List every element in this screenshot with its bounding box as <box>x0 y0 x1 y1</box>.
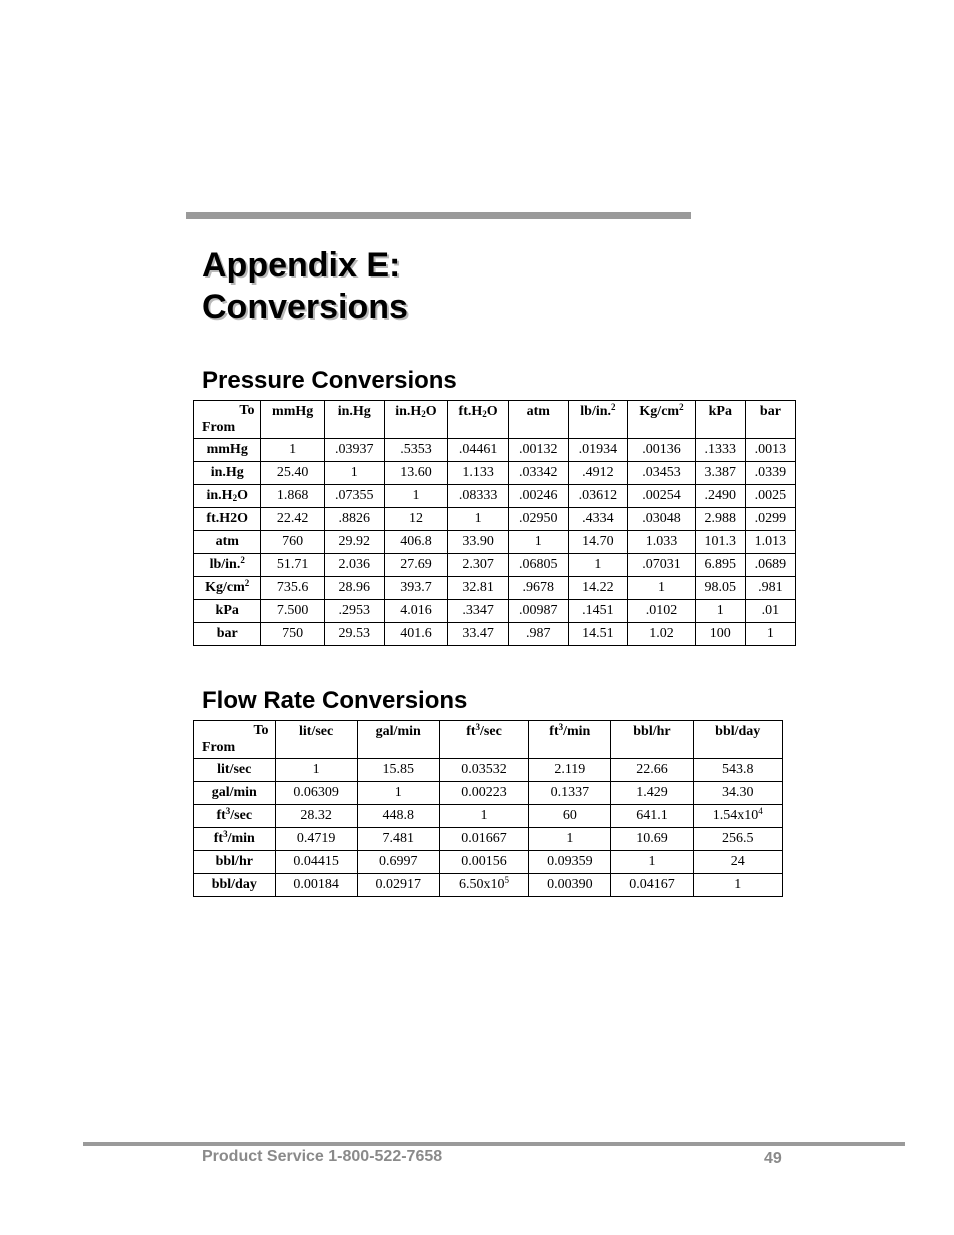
table-cell: $6.50x10^5$ <box>439 874 528 897</box>
table-cell: 7.481 <box>357 828 439 851</box>
row-header: lb/in.$^2$ <box>194 554 261 577</box>
table-cell: 0.00223 <box>439 782 528 805</box>
table-cell: 1.868 <box>261 485 324 508</box>
column-header: $ft^3/\sec$ <box>439 721 528 759</box>
column-header: $in.H_2O$ <box>384 401 448 439</box>
table-cell: 1 <box>357 782 439 805</box>
column-header: gal/min <box>357 721 439 759</box>
column-header: in.Hg <box>324 401 384 439</box>
table-header-row <box>194 401 796 439</box>
table-cell: 1.133 <box>448 462 509 485</box>
table-cell: .2953 <box>324 600 384 623</box>
table-cell: 33.90 <box>448 531 509 554</box>
table-cell: 60 <box>529 805 611 828</box>
table-cell: 1 <box>324 462 384 485</box>
row-header: $ft^3/\sec$ <box>194 805 276 828</box>
table-cell: 641.1 <box>611 805 693 828</box>
table-header-row <box>194 721 783 759</box>
row-header: bbl/day <box>194 874 276 897</box>
table-cell: .00136 <box>628 439 695 462</box>
table-cell: 4.016 <box>384 600 448 623</box>
table-cell: .0689 <box>745 554 795 577</box>
table-cell: 1 <box>693 874 783 897</box>
row-header: mmHg <box>194 439 261 462</box>
table-cell: 735.6 <box>261 577 324 600</box>
table-cell: 1.033 <box>628 531 695 554</box>
table-cell: .5353 <box>384 439 448 462</box>
table-cell: 24 <box>693 851 783 874</box>
table-cell: 1 <box>611 851 693 874</box>
corner-from-label: From <box>202 740 236 755</box>
table-cell: 1 <box>508 531 568 554</box>
table-cell: 1 <box>568 554 628 577</box>
table-cell: 1 <box>695 600 745 623</box>
table-row <box>194 462 796 485</box>
title-line-1: Appendix E: <box>202 246 401 284</box>
row-header: $in.H_2O$ <box>194 485 261 508</box>
row-header: atm <box>194 531 261 554</box>
row-header: kPa <box>194 600 261 623</box>
table-cell: .0013 <box>745 439 795 462</box>
page-title <box>202 244 408 328</box>
table-cell: .0299 <box>745 508 795 531</box>
table-cell: .03342 <box>508 462 568 485</box>
table-cell: 28.96 <box>324 577 384 600</box>
table-cell: 0.01667 <box>439 828 528 851</box>
table-row <box>194 805 783 828</box>
flow-rate-table <box>193 720 783 897</box>
table-cell: .4334 <box>568 508 628 531</box>
table-cell: 0.6997 <box>357 851 439 874</box>
table-cell: 1 <box>529 828 611 851</box>
column-header: bar <box>745 401 795 439</box>
table-row <box>194 874 783 897</box>
table-row <box>194 782 783 805</box>
row-header: bbl/hr <box>194 851 276 874</box>
table-row <box>194 439 796 462</box>
table-cell: .1333 <box>695 439 745 462</box>
table-cell: 25.40 <box>261 462 324 485</box>
table-cell: 28.32 <box>275 805 357 828</box>
table-cell: .07031 <box>628 554 695 577</box>
column-header: $ft^3/\min$ <box>529 721 611 759</box>
table-cell: .03048 <box>628 508 695 531</box>
column-header: atm <box>508 401 568 439</box>
table-cell: 101.3 <box>695 531 745 554</box>
table-cell: 0.06309 <box>275 782 357 805</box>
table-cell: .981 <box>745 577 795 600</box>
table-row <box>194 508 796 531</box>
table-cell: .00246 <box>508 485 568 508</box>
table-cell: 34.30 <box>693 782 783 805</box>
table-cell: .06805 <box>508 554 568 577</box>
table-cell: .01 <box>745 600 795 623</box>
corner-to-label: To <box>239 403 255 418</box>
table-cell: 29.53 <box>324 623 384 646</box>
table-cell: $1.54x10^4$ <box>693 805 783 828</box>
table-cell: .987 <box>508 623 568 646</box>
table-cell: 0.09359 <box>529 851 611 874</box>
table-cell: 2.988 <box>695 508 745 531</box>
column-header: lb/in.$^2$ <box>568 401 628 439</box>
table-cell: 1.429 <box>611 782 693 805</box>
table-row <box>194 485 796 508</box>
column-header: bbl/day <box>693 721 783 759</box>
table-cell: 14.22 <box>568 577 628 600</box>
table-cell: 1 <box>384 485 448 508</box>
table-cell: 14.51 <box>568 623 628 646</box>
table-cell: .2490 <box>695 485 745 508</box>
table-cell: 1 <box>448 508 509 531</box>
table-cell: .0025 <box>745 485 795 508</box>
table-row <box>194 531 796 554</box>
table-cell: 0.00156 <box>439 851 528 874</box>
table-cell: 0.04415 <box>275 851 357 874</box>
table-cell: .4912 <box>568 462 628 485</box>
table-row <box>194 759 783 782</box>
table-cell: 51.71 <box>261 554 324 577</box>
table-cell: .00254 <box>628 485 695 508</box>
table-cell: 22.66 <box>611 759 693 782</box>
table-cell: 10.69 <box>611 828 693 851</box>
table-cell: 1 <box>275 759 357 782</box>
row-header: gal/min <box>194 782 276 805</box>
table-cell: 393.7 <box>384 577 448 600</box>
table-cell: 1 <box>745 623 795 646</box>
table-cell: .00987 <box>508 600 568 623</box>
table-cell: 15.85 <box>357 759 439 782</box>
table-row <box>194 828 783 851</box>
flow-heading: Flow Rate Conversions <box>202 687 468 714</box>
table-cell: 1 <box>628 577 695 600</box>
corner-from-label: From <box>202 420 236 435</box>
table-cell: .03612 <box>568 485 628 508</box>
column-header: $Kg/cm^2$ <box>628 401 695 439</box>
table-cell: 3.387 <box>695 462 745 485</box>
table-cell: 6.895 <box>695 554 745 577</box>
page-number: 49 <box>764 1150 782 1167</box>
table-cell: 448.8 <box>357 805 439 828</box>
table-cell: 12 <box>384 508 448 531</box>
table-cell: 33.47 <box>448 623 509 646</box>
table-cell: 1 <box>439 805 528 828</box>
column-header: lit/sec <box>275 721 357 759</box>
table-cell: 543.8 <box>693 759 783 782</box>
table-cell: 0.4719 <box>275 828 357 851</box>
row-header: in.Hg <box>194 462 261 485</box>
table-cell: .03937 <box>324 439 384 462</box>
table-cell: 0.04167 <box>611 874 693 897</box>
table-cell: 0.00184 <box>275 874 357 897</box>
table-cell: 401.6 <box>384 623 448 646</box>
table-row <box>194 554 796 577</box>
row-header: ft.H2O <box>194 508 261 531</box>
table-cell: 0.02917 <box>357 874 439 897</box>
table-cell: 760 <box>261 531 324 554</box>
table-cell: .1451 <box>568 600 628 623</box>
column-header: $ft.H_2O$ <box>448 401 509 439</box>
column-header: bbl/hr <box>611 721 693 759</box>
table-cell: 22.42 <box>261 508 324 531</box>
table-cell: .02950 <box>508 508 568 531</box>
row-header: $ft^3/\min$ <box>194 828 276 851</box>
table-cell: 0.00390 <box>529 874 611 897</box>
top-rule <box>186 212 691 219</box>
table-cell: .3347 <box>448 600 509 623</box>
table-cell: 29.92 <box>324 531 384 554</box>
to-from-corner <box>194 721 276 759</box>
table-cell: .8826 <box>324 508 384 531</box>
table-cell: 98.05 <box>695 577 745 600</box>
table-cell: 1.013 <box>745 531 795 554</box>
table-cell: 13.60 <box>384 462 448 485</box>
pressure-table <box>193 400 796 646</box>
column-header: mmHg <box>261 401 324 439</box>
to-from-corner <box>194 401 261 439</box>
table-cell: .01934 <box>568 439 628 462</box>
table-cell: 14.70 <box>568 531 628 554</box>
column-header: kPa <box>695 401 745 439</box>
table-cell: 100 <box>695 623 745 646</box>
table-cell: 1 <box>261 439 324 462</box>
pressure-heading: Pressure Conversions <box>202 367 457 394</box>
table-row <box>194 600 796 623</box>
table-cell: 1.02 <box>628 623 695 646</box>
table-row <box>194 577 796 600</box>
table-cell: 27.69 <box>384 554 448 577</box>
table-cell: .03453 <box>628 462 695 485</box>
table-cell: 2.307 <box>448 554 509 577</box>
corner-to-label: To <box>253 723 269 738</box>
table-cell: 406.8 <box>384 531 448 554</box>
bottom-rule <box>83 1142 905 1146</box>
table-cell: 32.81 <box>448 577 509 600</box>
table-cell: 0.03532 <box>439 759 528 782</box>
table-row <box>194 623 796 646</box>
table-cell: .00132 <box>508 439 568 462</box>
row-header: $Kg/cm^2$ <box>194 577 261 600</box>
table-cell: .9678 <box>508 577 568 600</box>
title-line-2: Conversions <box>202 288 408 326</box>
table-cell: 2.119 <box>529 759 611 782</box>
table-cell: .04461 <box>448 439 509 462</box>
table-cell: 2.036 <box>324 554 384 577</box>
row-header: lit/sec <box>194 759 276 782</box>
table-cell: .08333 <box>448 485 509 508</box>
table-cell: 7.500 <box>261 600 324 623</box>
table-cell: .0102 <box>628 600 695 623</box>
row-header: bar <box>194 623 261 646</box>
table-cell: 256.5 <box>693 828 783 851</box>
table-cell: .0339 <box>745 462 795 485</box>
table-row <box>194 851 783 874</box>
table-cell: 750 <box>261 623 324 646</box>
table-cell: 0.1337 <box>529 782 611 805</box>
table-cell: .07355 <box>324 485 384 508</box>
footer-service-line: Product Service 1-800-522-7658 <box>202 1148 443 1165</box>
